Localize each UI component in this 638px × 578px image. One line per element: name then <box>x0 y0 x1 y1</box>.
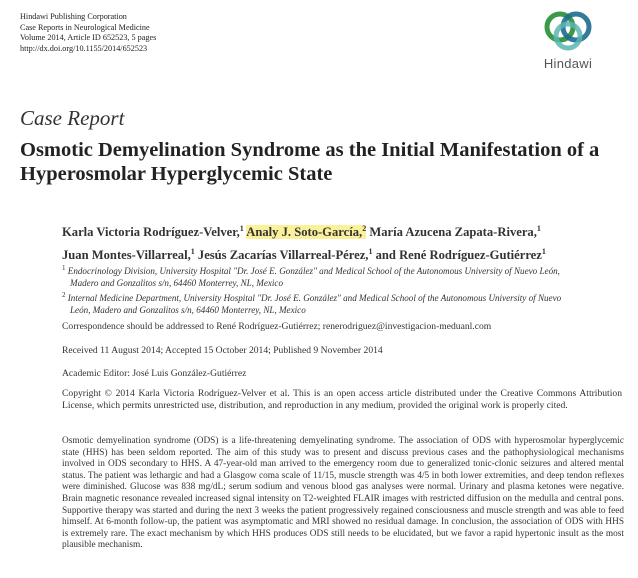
dates: Received 11 August 2014; Accepted 15 October 2014; Published 9 November 2014 <box>62 345 383 356</box>
logo-text: Hindawi <box>543 56 593 71</box>
volume-info: Volume 2014, Article ID 652523, 5 pages <box>20 33 157 43</box>
article-type: Case Report <box>20 106 125 130</box>
author: María Azucena Zapata-Rivera,$^1$ <box>369 224 541 240</box>
affiliation-2: $^2$ Internal Medicine Department, University Hospital "Dr. José E. González" and Medical School of the Autonomous University of Nuevo León, Madero and Gonzalitos s/n, 64460 Monterrey, NL, Mexico <box>62 291 562 316</box>
hindawi-logo <box>533 8 603 78</box>
doi-link[interactable]: http://dx.doi.org/10.1155/2014/652523 <box>20 43 148 53</box>
abstract: Osmotic demyelination syndrome (ODS) is a life-threatening demyelinating syndrome. The association of ODS with hyperosmolar hyperglycemic state (HHS) has been seldom reported. The aim of this study was to present and discuss previous cases and the pathophysiological mechanisms involved in ODS secondary to HHS. A 47-year-old man arrived to the emergency room due to generalized tonic-clonic seizures and altered mental status. The patient was lethargic and had a Glasgow coma scale of 11/15, muscle strength was 4/5 in both lower extremities, and deep tendon reflexes were diminished. Glucose was 838 mg/dL; serum sodium and venous blood gas analyses were normal. Urinary and plasma ketones were negative. Brain magnetic resonance revealed increased signal intensity on T2-weighted FLAIR images with restricted diffusion on the medulla and central pons. Supportive therapy was started and during the next 3 weeks the patient progressively regained consciousness and muscle strength and was able to feed himself. At 6-month follow-up, the patient was asymptomatic and MRI showed no residual damage. In conclusion, the association of ODS with HHS is extremely rare. The exact mechanism by which HHS produces ODS still needs to be elucidated, but we favor a rapid hypertonic insult as the most plausible mechanism. <box>62 436 624 551</box>
affiliation-1: $^1$ Endocrinology Division, University Hospital "Dr. José E. González" and Medical School of the Autonomous University of Nuevo León, Madero and Gonzalitos s/n, 64460 Monterrey, NL, Mexico <box>62 264 560 289</box>
article-title: Osmotic Demyelination Syndrome as the Initial Manifestation of a Hyperosmolar Hyperglycemic State <box>20 139 600 185</box>
hindawi-rings-icon <box>538 8 598 54</box>
author: Juan Montes-Villarreal,$^1$ <box>62 247 195 263</box>
author: Karla Victoria Rodríguez-Velver,$^1$ <box>62 224 244 240</box>
author: and René Rodríguez-Gutiérrez$^1$ <box>375 247 546 263</box>
publisher-name: Hindawi Publishing Corporation <box>20 12 127 21</box>
correspondence: Correspondence should be addressed to René Rodríguez-Gutiérrez; renerodriguez@investigacion-meduanl.com <box>62 321 492 332</box>
copyright-notice: Copyright © 2014 Karla Victoria Rodríguez-Velver et al. This is an open access article distributed under the Creative Commons Attribution License, which permits unrestricted use, distribution, and reproduction in any medium, provided the original work is properly cited. <box>62 388 622 412</box>
author-highlighted: Analy J. Soto-García,$^2$ <box>246 224 367 240</box>
author: Jesús Zacarías Villarreal-Pérez,$^1$ <box>197 247 373 263</box>
publisher-info <box>20 12 156 54</box>
journal-name: Case Reports in Neurological Medicine <box>20 22 150 32</box>
academic-editor: Academic Editor: José Luis González-Gutiérrez <box>62 368 247 379</box>
author-list <box>62 219 622 265</box>
